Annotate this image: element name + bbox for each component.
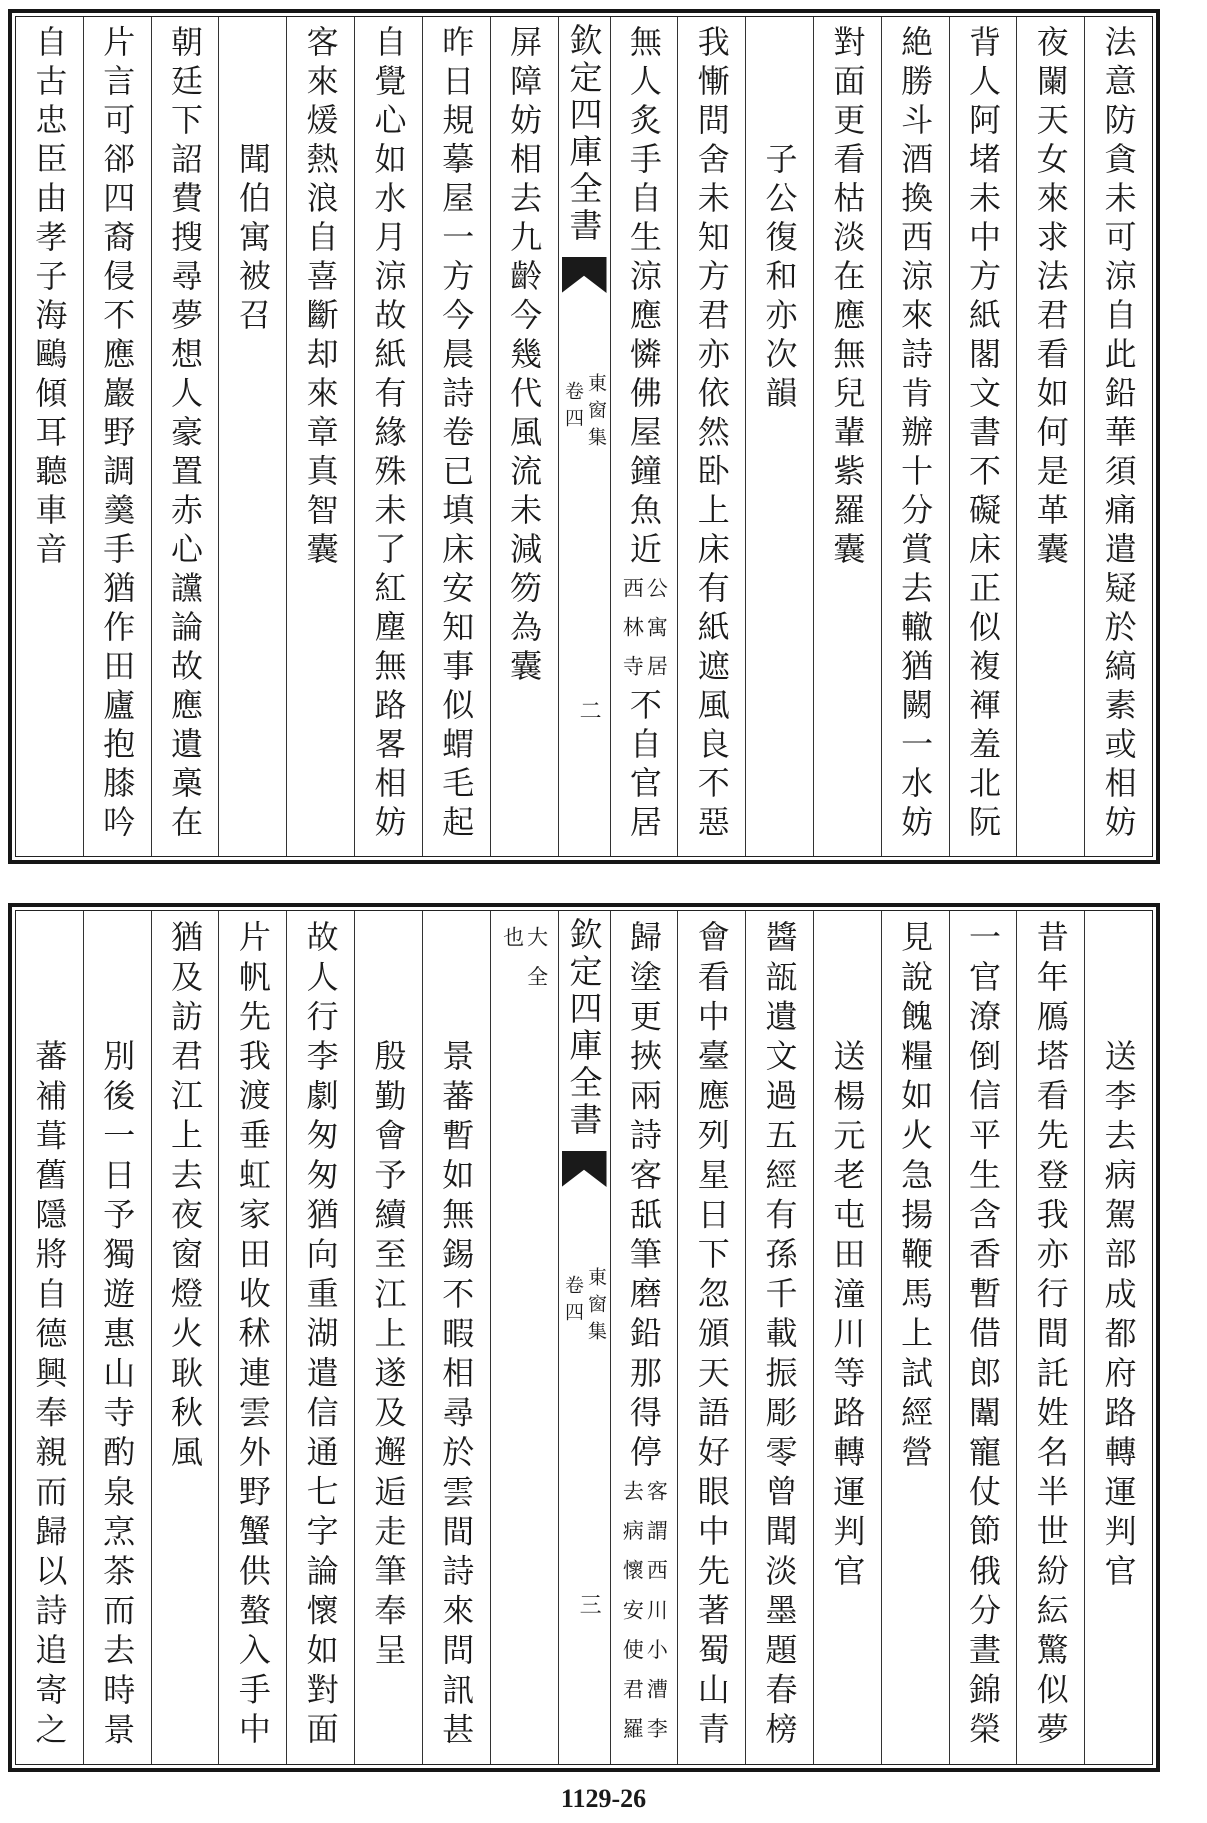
poem-title: 別後一日予獨遊惠山寺酌泉烹茶而去時景 — [98, 1038, 137, 1752]
page-panel-top — [8, 9, 1160, 864]
column-text: 屏障妨相去九齡今幾代風流未減笏為囊 — [505, 25, 544, 688]
banner-juan: 卷四 — [562, 381, 584, 435]
column-text: 背人阿堵未中方紙閣文書不礙床正似複褌羞北阮 — [963, 25, 1002, 844]
page-number-footer: 1129-26 — [560, 1784, 647, 1813]
poem-title: 送李去病駕部成都府路轉運判官 — [1099, 1038, 1138, 1594]
column-text: 醬瓿遺文過五經有孫千載振彫零曾聞淡墨題春榜 — [760, 920, 799, 1752]
column-text: 片言可郤四裔侵不應巖野調羹手猶作田廬抱膝吟 — [98, 25, 137, 844]
poem-text-column — [16, 17, 83, 856]
poem-text-column — [354, 17, 422, 856]
banner-series-title: 欽定四庫全書 — [564, 23, 604, 245]
interlinear-note — [620, 571, 669, 694]
column-text: 見說餽糧如火急揚鞭馬上試經營 — [896, 920, 935, 1475]
column-text: 絶勝斗酒換西涼來詩肯辦十分賞去轍猶闕一水妨 — [896, 25, 935, 844]
column-text: 自覺心如水月涼故紙有緣殊未了紅塵無路畧相妨 — [369, 25, 408, 844]
interlinear-note — [502, 920, 547, 1005]
poem-text-column — [949, 17, 1017, 856]
note-line-right: 大全 — [524, 926, 549, 1006]
poem-title-column — [745, 17, 813, 856]
banner-series-title: 欽定四庫全書 — [564, 917, 604, 1139]
poem-text-column — [677, 911, 745, 1764]
poem-title: 蕃補葺舊隱將自德興奉親而歸以詩追寄之 — [30, 1038, 69, 1752]
fish-tail-ornament — [562, 257, 607, 293]
note-line-right: 公寓居 — [644, 577, 669, 694]
poem-text-column — [151, 911, 219, 1764]
poem-text-column — [286, 17, 354, 856]
note-line-right: 客謂西川小漕李 — [644, 1480, 669, 1758]
note-line-left: 西林寺 — [620, 577, 645, 694]
poem-text-column — [610, 911, 678, 1764]
leaf-number: 二 — [576, 699, 602, 721]
column-text: 昔年鴈塔看先登我亦行間託姓名半世紛紜驚似夢 — [1031, 920, 1070, 1752]
poem-title-column — [16, 911, 83, 1764]
center-margin-banner — [558, 911, 610, 1764]
poem-text-column — [745, 911, 813, 1764]
poem-title: 殷勤會予續至江上遂及邂逅走筆奉呈 — [369, 1038, 408, 1673]
page-panel-bottom — [8, 903, 1160, 1772]
poem-text-column — [677, 17, 745, 856]
poem-text-column — [151, 17, 219, 856]
fish-tail-ornament — [562, 1151, 607, 1187]
column-text: 法意防貪未可涼自此鉛華須痛遣疑於縞素或相妨 — [1099, 25, 1138, 844]
column-text: 自古忠臣由孝子海鷗傾耳聽車音 — [30, 25, 69, 571]
column-text: 片帆先我渡垂虹家田收秫連雲外野蟹供螯入手中 — [233, 920, 272, 1752]
poem-title-column — [813, 911, 881, 1764]
column-text: 故人行李劇匆匆猶向重湖遣信通七字論懷如對面 — [301, 920, 340, 1752]
column-text: 無人炙手自生涼應憐佛屋鐘魚近 — [624, 25, 663, 571]
poem-text-column — [83, 17, 151, 856]
poem-text-column — [813, 17, 881, 856]
column-text: 不自官居 — [624, 688, 663, 844]
poem-text-column — [610, 17, 678, 856]
column-text: 夜闌天女來求法君看如何是革囊 — [1031, 25, 1070, 571]
poem-title: 景蕃暫如無錫不暇相尋於雲間詩來問訊甚 — [437, 1038, 476, 1752]
poem-title-column — [218, 17, 286, 856]
banner-book-title: 東窗集 — [585, 373, 607, 454]
banner-juan: 卷四 — [562, 1275, 584, 1329]
note-line-left: 也 — [500, 926, 525, 966]
poem-text-column — [1016, 911, 1084, 1764]
column-text: 客來煖熱浪自喜斷却來章真智囊 — [301, 25, 340, 571]
column-text: 會看中臺應列星日下忽頒天語好眼中先著蜀山青 — [692, 920, 731, 1752]
poem-text-column — [490, 17, 558, 856]
poem-title: 聞伯寓被召 — [233, 142, 272, 337]
poem-text-column — [881, 17, 949, 856]
ruled-text-frame — [15, 16, 1153, 857]
banner-book-title: 東窗集 — [585, 1267, 607, 1348]
column-text: 我慚問舍未知方君亦依然卧上床有紙遮風良不惡 — [692, 25, 731, 844]
banner-book-label — [563, 1267, 605, 1348]
poem-title-column — [1084, 911, 1152, 1764]
note-line-left: 去病懷安使君羅 — [620, 1480, 645, 1758]
poem-text-column — [1084, 17, 1152, 856]
poem-title: 送楊元老屯田潼川等路轉運判官 — [828, 1038, 867, 1594]
column-text: 朝廷下詔費搜尋夢想人豪置赤心讜論故應遺槀在 — [166, 25, 205, 844]
poem-text-column — [286, 911, 354, 1764]
column-text: 猶及訪君江上去夜窗燈火耿秋風 — [166, 920, 205, 1475]
poem-text-column — [949, 911, 1017, 1764]
ruled-text-frame — [15, 910, 1153, 1765]
poem-title: 子公復和亦次韻 — [760, 142, 799, 415]
leaf-number: 三 — [576, 1593, 602, 1615]
poem-text-column — [1016, 17, 1084, 856]
poem-text-column — [490, 911, 558, 1764]
center-margin-banner — [558, 17, 610, 856]
poem-title-column — [354, 911, 422, 1764]
poem-title-column — [83, 911, 151, 1764]
poem-title-column — [422, 911, 490, 1764]
column-text: 歸塗更挾兩詩客舐筆磨鉛那得停 — [624, 920, 663, 1475]
poem-text-column — [881, 911, 949, 1764]
column-text: 對面更看枯淡在應無兒輩紫羅囊 — [828, 25, 867, 571]
poem-text-column — [218, 911, 286, 1764]
banner-book-label — [563, 373, 605, 454]
column-text: 一官潦倒信平生含香暫借郎闈寵仗節俄分晝錦榮 — [963, 920, 1002, 1752]
poem-text-column — [422, 17, 490, 856]
column-text: 昨日規摹屋一方今晨詩卷已填床安知事似蝟毛起 — [437, 25, 476, 844]
interlinear-note — [620, 1474, 669, 1758]
